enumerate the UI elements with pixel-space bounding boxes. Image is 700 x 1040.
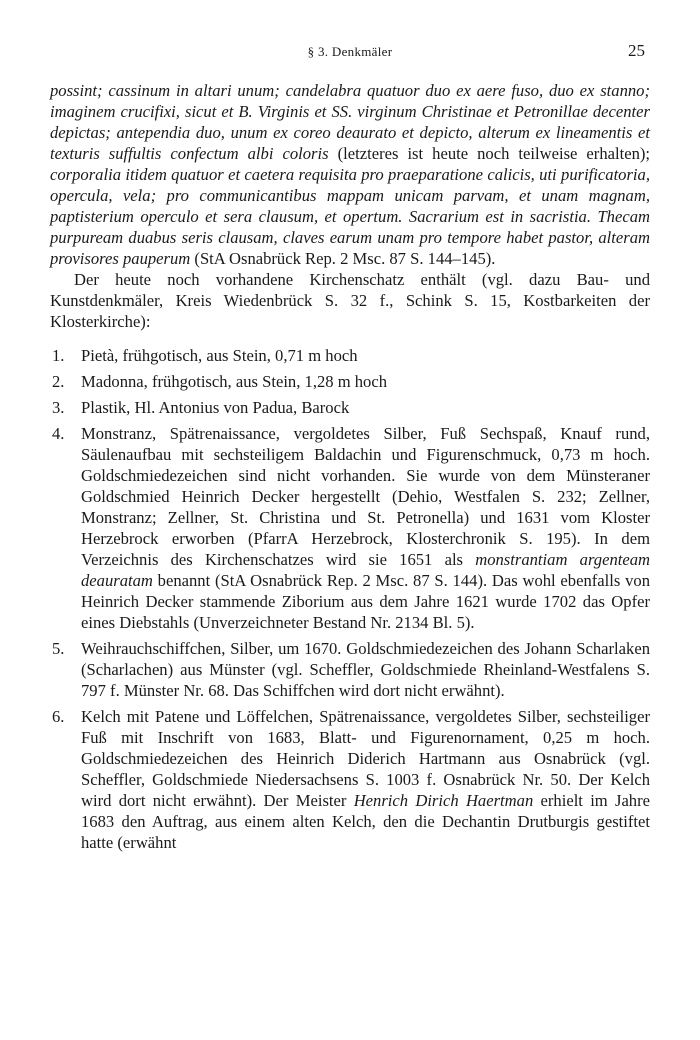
page-header <box>50 41 650 74</box>
list-item-text <box>81 706 650 853</box>
list-item <box>50 706 650 853</box>
paragraph-latin-quote <box>50 80 650 269</box>
list-item <box>50 371 650 392</box>
treasure-list <box>50 345 650 853</box>
list-item-text-part: Kelch mit Patene und Löffelchen, Spätrenaissance, vergoldetes Silber, sechsteiliger Fuß mit Inschrift von 1683, Blatt- und Figurenornament, 0,25 m hoch. Goldschmiedezeichen des Heinrich Diderich Hartmann aus Osnabrück (vgl. Scheffler, Goldschmiede Niedersachsens S. 1003 f. Osnabrück Nr. 50. Der Kelch wird dort nicht erwähnt). Der Meister <box>81 707 650 810</box>
historical-name: Henrich Dirich Haertman <box>353 791 534 810</box>
list-item <box>50 423 650 633</box>
list-number: 4. <box>52 424 65 443</box>
latin-term: monstrantiam argenteam deauratam <box>81 550 650 590</box>
list-item <box>50 345 650 366</box>
list-item-text <box>81 423 650 633</box>
latin-quote-part-1: possint; cassinum in altari unum; candelabra quatuor duo ex aere fuso, duo ex stanno; imaginem crucifixi, sicut et B. Virginis et SS. virginum Christinae et Petronillae decenter depictas; antependia duo, unum ex coreo deaurato et depicto, alterum ex lineamentis et texturis suffultis confectum albi coloris <box>50 81 650 163</box>
list-item-text: Pietà, frühgotisch, aus Stein, 0,71 m hoch <box>81 346 358 365</box>
page-number: 25 <box>628 41 645 60</box>
paragraph-intro: Der heute noch vorhandene Kirchenschatz enthält (vgl. dazu Bau- und Kunstdenkmäler, Kreis Wiedenbrück S. 32 f., Schink S. 15, Kostbarkeiten der Klosterkirche): <box>50 270 650 331</box>
list-item-text-part: erhielt im Jahre 1683 den Auftrag, aus einem alten Kelch, den die Dechantin Drutburgis gestiftet hatte (erwähnt <box>81 791 650 852</box>
list-number: 5. <box>52 639 65 658</box>
list-item-text: Weihrauchschiffchen, Silber, um 1670. Goldschmiedezeichen des Johann Scharlaken (Scharlachen) aus Münster (vgl. Scheffler, Goldschmiede Rheinland-Westfalens S. 797 f. Münster Nr. 68. Das Schiffchen wird dort nicht erwähnt). <box>81 639 650 700</box>
list-item <box>50 638 650 701</box>
list-number: 6. <box>52 707 65 726</box>
list-number: 2. <box>52 372 65 391</box>
list-item-text: Madonna, frühgotisch, aus Stein, 1,28 m hoch <box>81 372 388 391</box>
list-item-text: Plastik, Hl. Antonius von Padua, Barock <box>81 398 350 417</box>
latin-quote-part-2: corporalia itidem quatuor et caetera requisita pro praeparatione calicis, uti purificatoria, opercula, vela; pro communicantibus mappam unicam parvam, et unam magnam, paptisterium operculo et sera clausum, et opertum. Sacrarium est in sacristia. Thecam purpuream duabus seris clausam, claves earum unam pro tempore habet pastor, alteram provisores pauperum <box>50 165 650 268</box>
list-item <box>50 397 650 418</box>
list-item-text-part: Monstranz, Spätrenaissance, vergoldetes Silber, Fuß Sechspaß, Knauf rund, Säulenaufbau mit sechsteiligem Baldachin und Figurenschmuck, 0,73 m hoch. Goldschmiedezeichen sind nicht vorhanden. Sie wurde von dem Münsteraner Goldschmied Heinrich Decker hergestellt (Dehio, Westfalen S. 232; Zellner, Monstranz; Zellner, St. Christina und St. Petronella) und 1631 vom Kloster Herzebrock erworben (PfarrA Herzebrock, Klosterchronik S. 195). In dem Verzeichnis des Kirchenschatzes wird sie 1651 als <box>81 424 650 569</box>
running-head: § 3. Denkmäler <box>307 44 393 59</box>
citation: (StA Osnabrück Rep. 2 Msc. 87 S. 144–145). <box>190 249 496 268</box>
note-text: (letzteres ist heute noch teilweise erhalten); <box>328 144 651 163</box>
list-number: 3. <box>52 398 65 417</box>
document-page <box>50 0 650 858</box>
list-number: 1. <box>52 346 65 365</box>
list-item-text-part: benannt (StA Osnabrück Rep. 2 Msc. 87 S. 144). Das wohl ebenfalls von Heinrich Decker stammende Ziborium aus dem Jahre 1621 wurde 1702 das Opfer eines Diebstahls (Unverzeichneter Bestand Nr. 2134 Bl. 5). <box>81 571 650 632</box>
body-text <box>50 80 650 853</box>
